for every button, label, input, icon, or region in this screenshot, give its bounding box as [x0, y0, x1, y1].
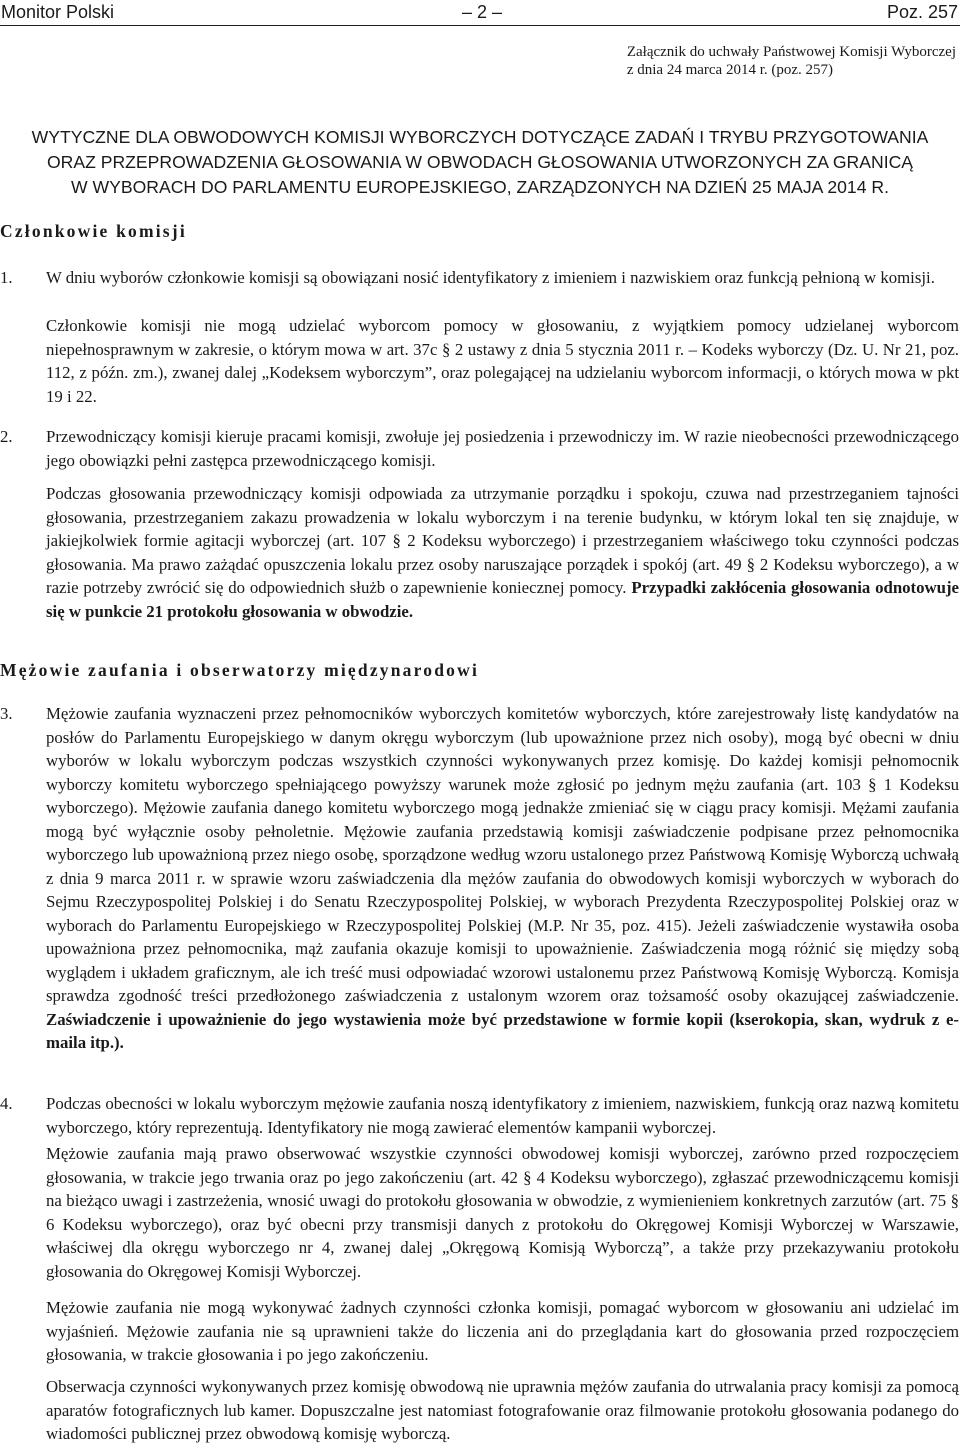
- title-line-3: W WYBORACH DO PARLAMENTU EUROPEJSKIEGO, ZARZĄDZONYCH NA DZIEŃ 25 MAJA 2014 R.: [71, 177, 889, 197]
- paragraph-2b-text: Podczas głosowania przewodniczący komisji odpowiada za utrzymanie porządku i spokoju, czuwa nad przestrzeganiem tajności głosowania, przestrzeganiem zakazu prowadzenia w lokalu wyborczym i na terenie budynku, w którym lokal ten się znajduje, w jakiejkolwiek formie agitacji wyborczej (art. 107 § 2 Kodeksu wyborczego) i przestrzeganiem właściwego toku czynności podczas głosowania. Ma prawo zażądać opuszczenia lokalu przez osoby naruszające porządek i spokój (art. 49 § 2 Kodeksu wyborczego), a w razie potrzeby zwrócić się do odpowiednich służb o zapewnienie koniecznej pomocy.: [46, 484, 959, 597]
- annex-line-2: z dnia 24 marca 2014 r. (poz. 257): [626, 62, 834, 78]
- position-number: Poz. 257: [886, 2, 958, 22]
- paragraph-1b: Członkowie komisji nie mogą udzielać wyborcom pomocy w głosowaniu, z wyjątkiem pomocy udzielanej wyborcom niepełnosprawnym w zakresie, o którym mowa w art. 37c § 2 ustawy z dnia 5 stycznia 2011 r. – Kodeks wyborczy (Dz. U. Nr 21, poz. 112, z późn. zm.), zwanej dalej „Kodeksem wyborczym”, oraz polegającej na udzielaniu wyborcom informacji, o których mowa w pkt 19 i 22.: [46, 316, 959, 406]
- paragraph-3: [46, 702, 959, 1055]
- annex-note: [627, 43, 956, 79]
- page-header: [0, 0, 960, 26]
- header-rule: [0, 25, 960, 26]
- paragraph-4: Podczas obecności w lokalu wyborczym mężowie zaufania noszą identyfikatory z imieniem, nazwiskiem, funkcją oraz nazwą komitetu wyborczego, który reprezentują. Identyfikatory nie mogą zawierać elementów kampanii wyborczej.: [46, 1094, 959, 1137]
- annex-line-1: Załącznik do uchwały Państwowej Komisji Wyborczej: [626, 44, 956, 60]
- title-line-2: ORAZ PRZEPROWADZENIA GŁOSOWANIA W OBWODACH GŁOSOWANIA UTWORZONYCH ZA GRANICĄ: [46, 152, 914, 172]
- section-heading-agents: Mężowie zaufania i obserwatorzy międzynarodowi: [0, 660, 480, 680]
- paragraph-2b-bold: Przypadki zakłócenia głosowania odnotowuje się w punkcie 21 protokołu głosowania w obwodzie.: [46, 578, 960, 621]
- paragraph-4b: Mężowie zaufania mają prawo obserwować wszystkie czynności obwodowej komisji wyborczej, zarówno przed rozpoczęciem głosowania, w trakcie jego trwania oraz po jego zakończeniu (art. 42 § 4 Kodeksu wyborczego), zgłaszać przewodniczącemu komisji na bieżąco uwagi i zastrzeżenia, wnosić uwagi do protokołu głosowania w obwodzie, z wymienieniem konkretnych zarzutów (art. 75 § 6 Kodeksu wyborczego), oraz być obecni przy transmisji danych z protokołu do Okręgowej Komisji Wyborczej w Warszawie, właściwej dla okręgu wyborczego nr 4, zwanej dalej „Okręgową Komisją Wyborczą”, a także przy przekazywaniu protokołu głosowania do Okręgowej Komisji Wyborczej.: [46, 1144, 959, 1281]
- item-number-2: 2.: [0, 427, 13, 446]
- paragraph-4c: Mężowie zaufania nie mogą wykonywać żadnych czynności członka komisji, pomagać wyborcom w głosowaniu ani udzielać im wyjaśnień. Mężowie zaufania nie są uprawnieni także do liczenia ani do przeglądania kart do głosowania przed rozpoczęciem głosowania, w trakcie głosowania i po jego zakończeniu.: [46, 1298, 959, 1364]
- item-number-4: 4.: [0, 1094, 13, 1113]
- paragraph-4d: Obserwacja czynności wykonywanych przez komisję obwodową nie uprawnia mężów zaufania do utrwalania pracy komisji za pomocą aparatów fotograficznych lub kamer. Dopuszczalne jest natomiast fotografowanie oraz filmowanie protokołu głosowania podanego do wiadomości publicznej przez obwodową komisję wyborczą.: [46, 1377, 959, 1443]
- paragraph-2: Przewodniczący komisji kieruje pracami komisji, zwołuje jej posiedzenia i przewodniczy im. W razie nieobecności przewodniczącego jego obowiązki pełni zastępca przewodniczącego komisji.: [46, 427, 959, 470]
- item-number-3: 3.: [0, 704, 13, 723]
- paragraph-3-text: Mężowie zaufania wyznaczeni przez pełnomocników wyborczych komitetów wyborczych, które zarejestrowały listę kandydatów na posłów do Parlamentu Europejskiego w danym okręgu wyborczym (lub upoważnione przez nich osoby), mogą być obecni w dniu wyborów w lokalu wyborczym podczas wszystkich czynności wykonywanych przez komisję. Do każdej komisji pełnomocnik wyborczy komitetu wyborczego spełniającego powyższy warunek może zgłosić po jednym mężu zaufania (art. 103 § 1 Kodeksu wyborczego). Mężowie zaufania danego komitetu wyborczego mogą jednakże zmieniać się w ciągu pracy komisji. Mężami zaufania mogą być wyłącznie osoby pełnoletnie. Mężowie zaufania przedstawią komisji zaświadczenie podpisane przez pełnomocnika wyborczego lub upoważnioną przez niego osobę, sporządzone według wzoru ustalonego przez Państwową Komisję Wyborczą uchwałą z dnia 9 marca 2011 r. w sprawie wzoru zaświadczenia dla mężów zaufania do obwodowych komisji wyborczych w wyborach do Sejmu Rzeczypospolitej Polskiej i do Senatu Rzeczypospolitej Polskiej, w wyborach Prezydenta Rzeczypospolitej Polskiej oraz w wyborach do Parlamentu Europejskiego w Rzeczypospolitej Polskiej (M.P. Nr 35, poz. 415). Jeżeli zaświadczenie wystawiła osoba upoważniona przez pełnomocnika, mąż zaufania okazuje komisji to upoważnienie. Zaświadczenia mogą różnić się między sobą wyglądem i układem graficznym, ale ich treść musi odpowiadać wzorowi ustalonemu przez Państwową Komisję Wyborczą. Komisja sprawdza zgodność treści przedłożonego zaświadczenia z ustalonym wzorem oraz tożsamość osoby okazującej zaświadczenie.: [46, 704, 959, 1005]
- section-heading-members: Członkowie komisji: [0, 221, 187, 241]
- paragraph-3-bold: Zaświadczenie i upoważnienie do jego wystawienia może być przedstawione w formie kopii (kserokopia, skan, wydruk z e-maila itp.).: [46, 1009, 959, 1052]
- publication-name: Monitor Polski: [1, 2, 115, 22]
- paragraph-1: W dniu wyborów członkowie komisji są obowiązani nosić identyfikatory z imieniem i nazwiskiem oraz funkcją pełnioną w komisji.: [46, 268, 935, 287]
- document-title: [0, 125, 960, 200]
- page-number: – 2 –: [462, 2, 503, 22]
- paragraph-2b: [46, 482, 959, 623]
- title-line-1: WYTYCZNE DLA OBWODOWYCH KOMISJI WYBORCZYCH DOTYCZĄCE ZADAŃ I TRYBU PRZYGOTOWANIA: [31, 127, 929, 147]
- item-number-1: 1.: [0, 268, 13, 287]
